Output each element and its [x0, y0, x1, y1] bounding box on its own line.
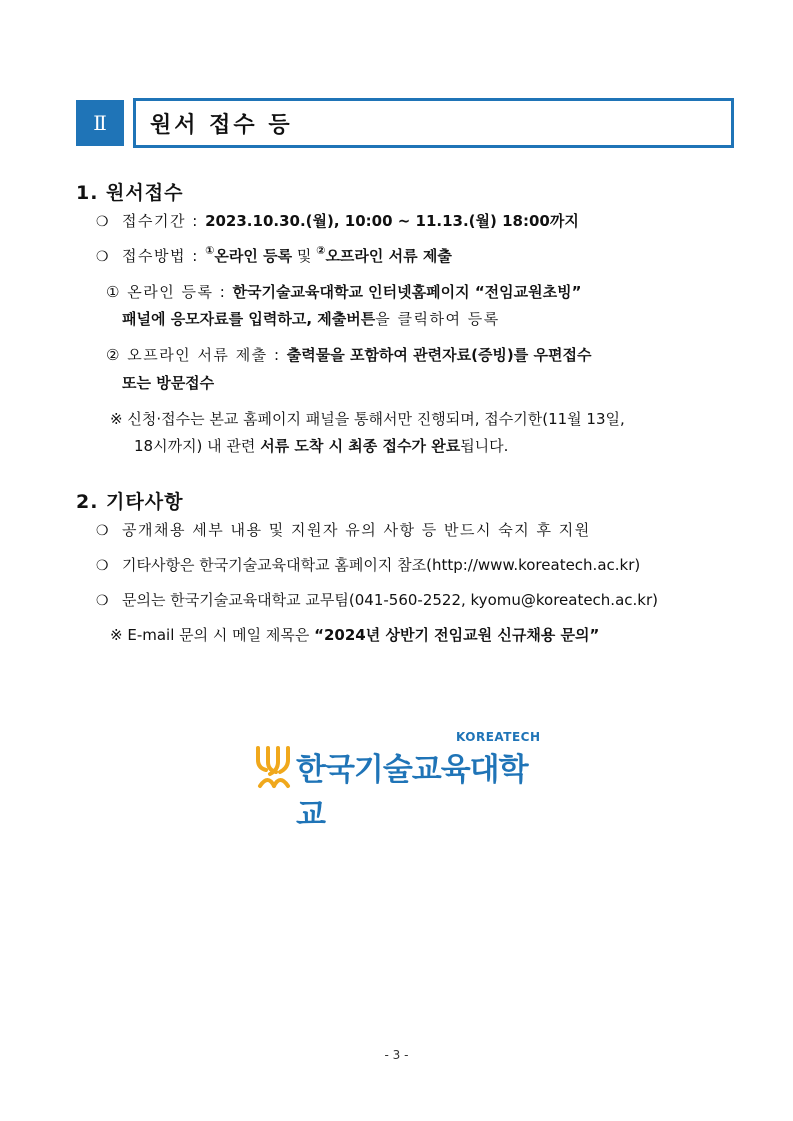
online-line2-bold: 패널에 응모자료를 입력하고, 제출버튼	[122, 310, 376, 328]
note-line2	[134, 436, 508, 456]
period-label: 접수기간 :	[122, 212, 206, 230]
koreatech-logo	[254, 730, 544, 833]
online-line2	[122, 309, 500, 329]
other-item2	[96, 555, 640, 576]
method-label: 접수방법 :	[122, 247, 206, 265]
heading-other: 2. 기타사항	[76, 491, 184, 513]
offline-line2-bold: 또는 방문접수	[122, 374, 215, 392]
section-number-badge: Ⅱ	[76, 100, 124, 146]
bullet-circle-icon: ❍	[96, 249, 109, 265]
offline-line1	[106, 345, 591, 365]
online-bold: 한국기술교육대학교 인터넷홈페이지 “전임교원초빙”	[232, 283, 582, 301]
other-item1-text: 공개채용 세부 내용 및 지원자 유의 사항 등 반드시 숙지 후 지원	[122, 521, 591, 539]
email-note-pre: ※ E-mail 문의 시 메일 제목은	[110, 626, 315, 644]
method2-marker: ②	[316, 244, 326, 257]
online-line2-rest: 을 클릭하여 등록	[375, 310, 500, 328]
offline-prefix: ② 오프라인 서류 제출 :	[106, 346, 287, 364]
offline-bold: 출력물을 포함하여 관련자료(증빙)를 우편접수	[286, 346, 592, 364]
online-prefix: ① 온라인 등록 :	[106, 283, 233, 301]
page-number: - 3 -	[384, 1048, 409, 1062]
method-and: 및	[292, 247, 317, 265]
method1-marker: ①	[205, 244, 215, 257]
logo-koreatech-text: KOREATECH	[456, 730, 541, 744]
method2-text: 오프라인 서류 제출	[325, 247, 452, 265]
other-item3	[96, 590, 658, 611]
section-header	[76, 98, 720, 148]
logo-university-name: 한국기술교육대학교	[296, 752, 528, 833]
section-title: 원서 접수 등	[133, 98, 734, 148]
method1-text: 온라인 등록	[214, 247, 293, 265]
other-item1	[96, 520, 591, 541]
note-line2-post: 됩니다.	[460, 437, 509, 455]
offline-line2	[122, 373, 214, 393]
bullet-circle-icon: ❍	[96, 214, 109, 230]
note-line1: ※ 신청·접수는 본교 홈페이지 패널을 통해서만 진행되며, 접수기한(11월 13일,	[110, 410, 625, 428]
other-item2-text: 기타사항은 한국기술교육대학교 홈페이지 참조(http://www.koreatech.ac.kr)	[122, 556, 641, 574]
online-line1	[106, 282, 581, 302]
period-value: 2023.10.30.(월), 10:00 ~ 11.13.(월) 18:00까지	[205, 212, 579, 230]
email-note-bold: “2024년 상반기 전임교원 신규채용 문의”	[314, 626, 600, 644]
bullet-circle-icon: ❍	[96, 558, 109, 574]
email-note	[110, 625, 599, 645]
heading-application: 1. 원서접수	[76, 182, 184, 204]
logo-emblem-icon	[254, 744, 294, 790]
bullet-circle-icon: ❍	[96, 523, 109, 539]
note-line2-pre: 18시까지) 내 관련	[134, 437, 261, 455]
note-line2-bold: 서류 도착 시 최종 접수가 완료	[260, 437, 461, 455]
bullet-circle-icon: ❍	[96, 593, 109, 609]
other-item3-text: 문의는 한국기술교육대학교 교무팀(041-560-2522, kyomu@koreatech.ac.kr)	[122, 591, 658, 609]
period-line	[96, 211, 579, 232]
method-line	[96, 246, 452, 267]
